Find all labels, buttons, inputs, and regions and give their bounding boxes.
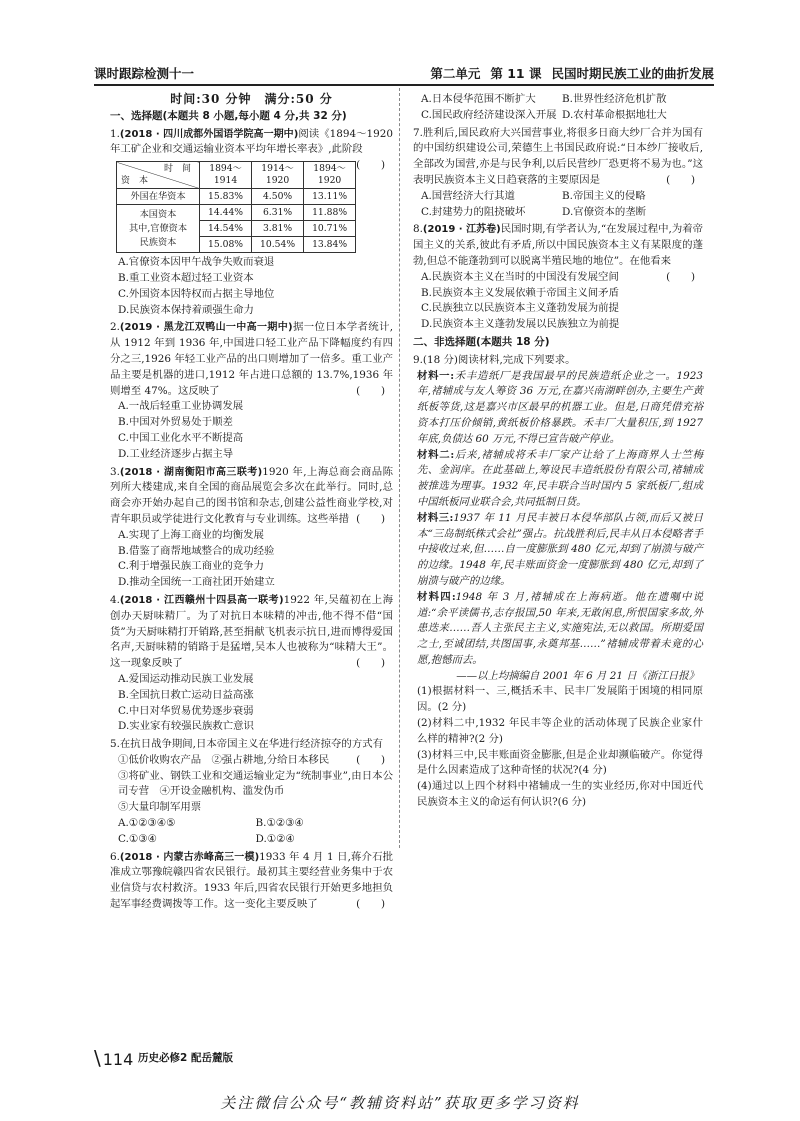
answer-paren: ( )	[356, 657, 385, 670]
header-topic: 民国时期民族工业的曲折发展	[551, 66, 714, 81]
option-grid	[110, 816, 393, 848]
option: A.一战后轻重工业协调发展	[118, 400, 244, 413]
option: C.利于增强民族工商业的竞争力	[118, 560, 264, 573]
option: C.民族独立以民族资本主义蓬勃发展为前提	[421, 302, 619, 315]
material-3: 材料三:1937 年 11 月民丰被日本侵华部队占领,而后又被日本“三岛制纸株式会社”强占。抗战胜利后,民丰从日本侵略者手中接收过来,但……自一度膨胀到 480 亿元,却到了崩溃与破产的边缘。1948 年,民丰账面资金一度膨胀到 480 亿元,却到了崩溃与破产的边缘。	[417, 511, 704, 587]
item: ③将矿业、钢铁工业和交通运输业定为“统制事业”,由日本公司专营 ④开设金融机构、滥发伪币	[118, 769, 393, 798]
sub-question: (1)根据材料一、三,概括禾丰、民丰厂发展陷于困境的相同原因。(2 分)	[417, 685, 703, 714]
table-cell: 11.88%	[304, 205, 356, 221]
header-right	[420, 64, 714, 82]
book-title: 历史必修2 配岳麓版	[138, 1052, 233, 1064]
table-cell: 3.81%	[252, 221, 304, 237]
material-1: 材料一:禾丰造纸厂是我国最早的民族造纸企业之一。1923 年,褚辅成与友人筹资 36 万元,在嘉兴南湖畔创办,主要生产黄纸板等货,这是嘉兴市区最早的机器工业。但是,日商凭借充裕资本打压价倾销,黄纸板价格暴跌。禾丰厂大量积压,到 1927 年底,负债达 60 万元,不得已宣告破产停业。	[417, 369, 703, 445]
table-col-header: 1894～1920	[304, 162, 356, 189]
option: D.实业家有较强民族救亡意识	[118, 720, 254, 733]
table-row-label: 本国资本 其中,官僚资本 民族资本	[117, 205, 200, 253]
capital-growth-table	[116, 161, 356, 253]
option: B.借鉴了商帮地域整合的成功经验	[118, 544, 275, 557]
header-rule	[94, 84, 714, 86]
q9-head: 9.(18 分)阅读材料,完成下列要求。	[413, 353, 576, 366]
question-4: 4.(2018 · 江西赣州十四县高一联考)1922 年,吴蕴初在上海创办天厨味精厂。为了对抗日本味精的冲击,他不得不借“国货”为天厨味精打开销路,甚至捐献飞机表示抗日,进而博得爱国名声,天厨味精的销路于是猛增,吴本人也被称为“味精大王”。这一现象反映了 ( ) A.爱国运动推动民族工业发展 B.全国抗日救亡运动日益高涨 C.中日对华贸易优势逐步衰弱 D.实业家有较强民族救亡意识	[110, 593, 393, 735]
option: C.国民政府经济建设深入开展	[421, 108, 557, 121]
question-2: 2.(2019 · 黑龙江双鸭山一中高一期中)据一位日本学者统计,从 1912 年到 1936 年,中国进口轻工业产品下降幅度约有四分之三,1926 年轻工业产品的出口则增加了一倍多。重工业产品主要是机器的进口,1912 年占进口总额的 13.7%,1936 年则增至 47%。这反映了 ( ) A.一战后轻重工业协调发展 B.中国对外贸易处于顺差 C.中国工业化水平不断提高 D.工业经济逐步占据主导	[110, 320, 393, 462]
table-cell: 14.54%	[200, 221, 252, 237]
option: B.全国抗日救亡运动日益高涨	[118, 688, 254, 701]
table-cell: 10.71%	[304, 221, 356, 237]
header-left-title: 课时跟踪检测十一	[94, 66, 195, 81]
left-column	[110, 92, 393, 913]
section-1-title: 一、选择题(本题共 8 小题,每小题 4 分,共 32 分)	[110, 109, 347, 122]
answer-paren: ( )	[356, 898, 385, 911]
question-9	[413, 353, 703, 811]
question-8: 8.(2019 · 江苏卷)民国时期,有学者认为,“在发展过程中,为着帝国主义的关系,彼此有矛盾,所以中国民族资本主义有某限度的蓬勃,但总不能蓬勃到可以脱离半殖民地的地位”。在他看来 ( ) A.民族资本主义在当时的中国没有发展空间 B.民族资本主义发展依赖于帝国主义间矛盾 C.民族独立以民族资本主义蓬勃发展为前提 D.民族资本主义蓬勃发展以民族独立为前提	[413, 222, 703, 333]
material-4: 材料四:1948 年 3 月,褚辅成在上海病逝。他在遗嘱中说道:“余平读儒书,志存报国,50 年来,无敢闲息,所恨国家多故,外患迭来……吾人主张民主主义,实施宪法,无以救国。所期爱国之士,至诚团结,共图国事,永奠邦基……”褚辅成带着未竟的心愿,抱憾而去。	[417, 590, 703, 666]
option: D.民族资本保持着顽强生命力	[118, 303, 254, 316]
item: ⑤大量印制军用票	[118, 801, 202, 814]
table-cell: 15.08%	[200, 237, 252, 253]
table-cell: 13.84%	[304, 237, 356, 253]
table-diag-header: 时 间 资 本	[117, 162, 200, 189]
option: A.实现了上海工商业的均衡发展	[118, 528, 264, 541]
footer-note: 关注微信公众号“教辅资料站”获取更多学习资料	[220, 1094, 580, 1112]
option: B.①②③④	[255, 817, 304, 830]
right-column	[413, 92, 703, 811]
question-3: 3.(2018 · 湖南衡阳市高三联考)1920 年,上海总商会商品陈列所大楼建成,来自全国的商品展览会多次在此举行。同时,总商会亦开始办起自己的图书馆和杂志,创建公益性商业学校,对青年职员或学徒进行文化教育与专业训练。这些举措 ( ) A.实现了上海工商业的均衡发展 B.借鉴了商帮地域整合的成功经验 C.利于增强民族工商业的竞争力 D.推动全国统一工商社团开始建立	[110, 465, 393, 591]
option: A.国营经济大行其道	[421, 189, 515, 202]
option: A.爱国运动推动民族工业发展	[118, 672, 254, 685]
option: D.①②④	[255, 832, 295, 845]
option: A.日本侵华范围不断扩大	[421, 93, 536, 105]
answer-paren: ( )	[356, 384, 385, 397]
question-5: 5.在抗日战争期间,日本帝国主义在华进行经济掠夺的方式有 ( ) ①低价收购农产品 ②强占耕地,分给日本移民 ③将矿业、钢铁工业和交通运输业定为“统制事业”,由日本公司专营 ④开设金融机构、滥发伪币 ⑤大量印制军用票 A.①②③④⑤ B.①②③④ C.①③④ D.①②④	[110, 737, 393, 848]
question-7: 7.胜利后,国民政府大兴国营事业,将很多日商大纱厂合并为国有的中国纺织建设公司,荣德生上书国民政府说:“日本纱厂接收后,全部改为国营,亦是与民争利,以后民营纱厂恐更将不易为也。”这表明民族资本主义日趋衰落的主要原因是 ( ) A.国营经济大行其道 B.帝国主义的侵略 C.封建势力的阻挠破坏 D.官僚资本的垄断	[413, 126, 703, 221]
table-cell: 4.50%	[252, 189, 304, 205]
option: D.工业经济逐步占据主导	[118, 447, 234, 460]
sub-question: (3)材料三中,民丰账面资金膨胀,但是企业却濒临破产。你觉得是什么因素造成了这种奇怪的状况?(4 分)	[417, 748, 703, 777]
section-2-title: 二、非选择题(本题共 18 分)	[413, 335, 550, 348]
header-lesson: 第 11 课	[490, 66, 542, 81]
option: D.推动全国统一工商社团开始建立	[118, 576, 275, 589]
option: A.民族资本主义在当时的中国没有发展空间	[421, 270, 619, 283]
option: C.①③④	[118, 832, 157, 845]
option: B.世界性经济危机扩散	[562, 93, 667, 105]
table-cell: 14.44%	[200, 205, 252, 221]
material-source: ——以上均摘编自 2001 年 6 月 21 日《浙江日报》	[456, 669, 699, 682]
table-col-header: 1894～1914	[200, 162, 252, 189]
option: B.重工业资本超过轻工业资本	[118, 271, 254, 284]
table-col-header: 1914～1920	[252, 162, 304, 189]
option: B.民族资本主义发展依赖于帝国主义间矛盾	[421, 286, 619, 299]
table-row-label: 外国在华资本	[117, 189, 200, 205]
answer-paren: ( )	[666, 173, 695, 186]
question-1: 1.(2018 · 四川成都外国语学院高一期中)阅读《1894～1920 年工矿企业和交通运输业资本平均年增长率表》,此阶段 ( ) 时 间 资 本 1894～1914 1914～1920 1894～1920 外国在华资本 15.83% 4.50% 13.11% 本国资本 其中,官僚资本 民族资本 14.44% 6.31% 11.88% 14.54% 3.81% 10.71% 15.08% 10.54% 13.84% A.官僚资本因甲午战争失败而衰退 B.重工业资本超过轻工业资本 C.外国资本因特权而占据主导地位 D.民族资本保持着顽强生命力	[110, 127, 393, 319]
question-6: 6.(2018 · 内蒙古赤峰高三一模)1933 年 4 月 1 日,蒋介石批准成立鄂豫皖赣四省农民银行。最初其主要经营业务集中于农业信贷与农村救济。1933 年后,四省农民银行开始更多地担负起军事经费调拨等工作。这一变化主要反映了 ( )	[110, 850, 393, 913]
option-grid	[413, 189, 703, 221]
answer-paren: ( )	[356, 753, 385, 766]
answer-paren: ( )	[356, 512, 385, 525]
item: ①低价收购农产品 ②强占耕地,分给日本移民	[118, 753, 330, 766]
option-grid	[413, 92, 703, 124]
option: C.中日对华贸易优势逐步衰弱	[118, 704, 254, 717]
page-header	[94, 62, 714, 84]
option: B.中国对外贸易处于顺差	[118, 416, 233, 429]
page-number: \ 114	[94, 1046, 134, 1070]
table-cell: 13.11%	[304, 189, 356, 205]
option: C.外国资本因特权而占据主导地位	[118, 287, 275, 300]
option: A.①②③④⑤	[118, 817, 176, 830]
option: C.中国工业化水平不断提高	[118, 431, 244, 444]
option: B.帝国主义的侵略	[562, 189, 646, 202]
option: A.官僚资本因甲午战争失败而衰退	[118, 256, 275, 269]
table-cell: 15.83%	[200, 189, 252, 205]
column-divider	[399, 88, 400, 848]
sub-question: (4)通过以上四个材料中褚辅成一生的实业经历,你对中国近代民族资本主义的命运有何认识?(6 分)	[417, 780, 703, 809]
table-cell: 10.54%	[252, 237, 304, 253]
answer-paren: ( )	[356, 159, 385, 172]
option: D.民族资本主义蓬勃发展以民族独立为前提	[421, 318, 620, 331]
option: C.封建势力的阻挠破坏	[421, 205, 526, 218]
sub-question: (2)材料二中,1932 年民丰等企业的活动体现了民族企业家什么样的精神?(2 分)	[417, 717, 703, 745]
answer-paren: ( )	[666, 270, 695, 283]
option: D.官僚资本的垄断	[562, 205, 646, 218]
header-unit: 第二单元	[430, 66, 481, 81]
time-line: 时间:30 分钟 满分:50 分	[170, 92, 333, 106]
table-cell: 6.31%	[252, 205, 304, 221]
option: D.农村革命根据地壮大	[562, 108, 667, 121]
material-2: 材料二:后来,褚辅成将禾丰厂家产让给了上海商界人士竺梅先、金润庠。在此基础上,筹设民丰造纸股份有限公司,褚辅成被推选为理事。1932 年,民丰联合当时国内 5 家纸板厂,组成中国纸板同业联合会,共同抵制日货。	[417, 448, 703, 508]
